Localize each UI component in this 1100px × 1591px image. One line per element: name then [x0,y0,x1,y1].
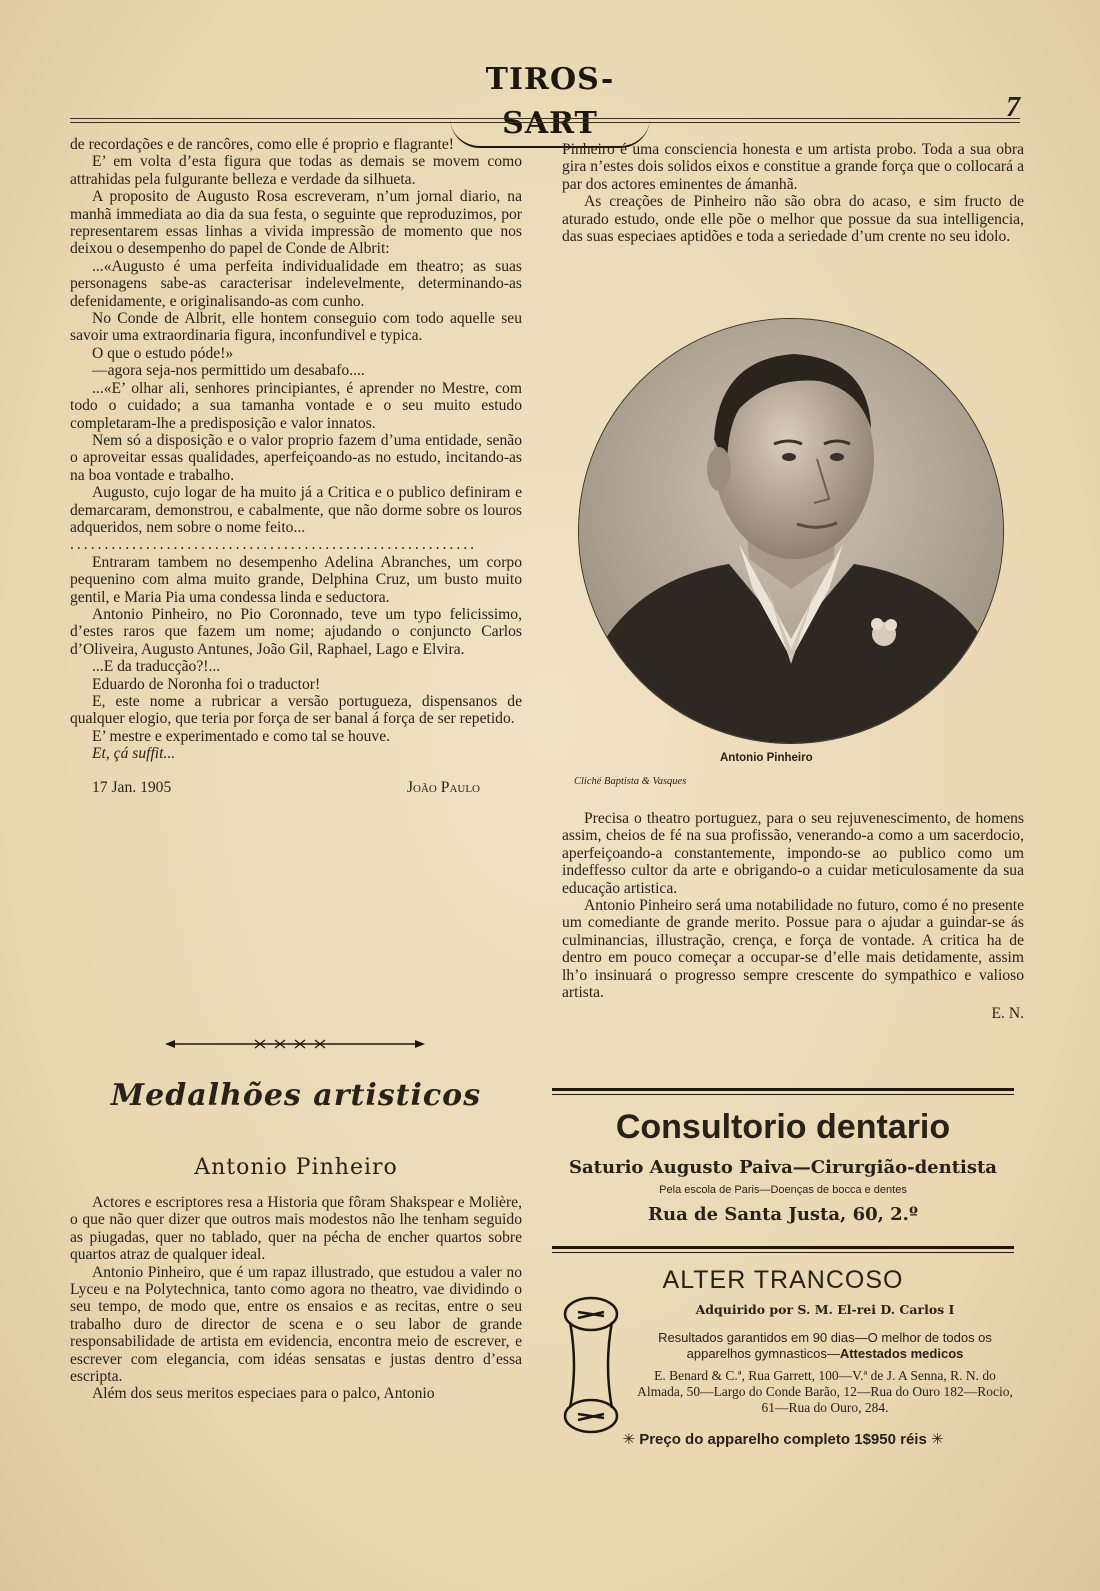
paragraph: Pinheiro é uma consciencia honesta e um artista probo. Toda a sua obra gira n’estes dois solidos eixos e constitue a grande força que o collocará a par dos actores eminentes de ámanhã. [562,141,1024,193]
ad-dentist-address: Rua de Santa Justa, 60, 2.º [648,1204,918,1225]
paragraph: Precisa o theatro portuguez, para o seu rejuvenescimento, de homens assim, cheios de fé na sua profissão, venerando-a como a um sacerdocio, aperfeiçoando-a constantemente, impondo-se ao publico como um indeffesso cultor da arte e obrigando-o a cuidar meticulosamente da sua educação artistica. [562,810,1024,897]
ad-dentist-name-line [552,1157,1014,1178]
portrait-photo [578,318,1004,744]
paragraph: Actores e escriptores resa a Historia que fôram Shakspear e Molière, o que não quer dizer que outros mais modestos não lhe tenham seguido as piugadas, quer no tablado, quer na pécha de encher quartos sobre quartos atraz de qualquer ideal. [70,1194,522,1264]
ad-rule-thin [552,1094,1014,1095]
paragraph: O que o estudo póde!» [92,344,234,362]
ad-alter-sellers: E. Benard & C.ª, Rua Garrett, 100—V.ª de J. A Senna, R. N. do Almada, 50—Largo do Conde Barão, 12—Rua do Ouro 182—Rocio, 61—Rua do Ouro, 284. [637,1368,1013,1415]
signature: E. N. [991,1005,1024,1023]
medalhoes-text [70,1194,522,1403]
asterisk-icon: ✳ [926,1431,944,1448]
paragraph: Entraram tambem no desempenho Adelina Abranches, um corpo pequenino com alma muito grande, Delphina Cruz, um busto muito gentil, e Maria Pia uma condessa linda e seductora. [70,553,522,606]
paragraph: Além dos seus meritos especiaes para o palco, Antonio [92,1385,435,1403]
paragraph: Et, çá suffit... [92,745,176,763]
article-date: 17 Jan. 1905 [92,778,172,796]
paragraph: E, este nome a rubricar a versão portugueza, dispensanos de qualquer elogio, que teria por força de ser banal á força de ser repetido. [70,693,522,728]
paragraph: —agora seja-nos permittido um desabafo.... [92,362,365,380]
quote-paragraph: ...«Augusto é uma perfeita individualidade em theatro; as suas personagens sabe-as caracterisar indelevelmente, determinando-as defenidamente, e originalisando-as com cunho. [70,257,522,310]
paragraph: As creações de Pinheiro não são obra do acaso, e sim fructo de aturado estudo, onde elle põe o melhor que possue da sua intelligencia, das suas especiaes aptidões e toda a seriedade d’um crente no seu idolo. [562,193,1024,246]
header-rule [70,118,1020,119]
paragraph: Antonio Pinheiro será uma notabilidade no futuro, como é no presente um comediante de grande merito. Possue para o ajudar a guindar-se ás culminancias, illustração, crença, e força de vontade. A critica ha de dentro em pouco começar a occupar-se d’elle mais detidamente, assim lh’o insinuará o progresso sempre crescente do sympathico e valioso artista. [562,897,1024,1002]
paragraph: No Conde de Albrit, elle hontem conseguio com todo aquelle seu savoir uma extraordinaria figura, inconfundivel e typica. [70,310,522,345]
ad-alter-attested: Attestados medicos [839,1346,964,1361]
photo-credit: Cliché Baptista & Vasques [574,776,687,787]
portrait-illustration [579,319,1003,743]
ad-alter-acquired: Adquirido por S. M. El-rei D. Carlos I [695,1302,955,1317]
paragraph: Nem só a disposição e o valor proprio fazem d’uma entidade, senão o aproveitar essas qualidades, aperfeiçoando-as no estudo, incitando-as na boa vontade e trabalho. [70,431,522,484]
paragraph: Antonio Pinheiro, que é um rapaz illustrado, que estudou a valer no Lyceu e na Polytechnica, tanto como agora no theatro, vae dividindo o seu tempo, de modo que, entre os ensaios e as recitas, entre o seu trabalho duro de director de scena e o seu labor de grande responsabilidade de artista em evidencia, encontra meio de escrever, e escrever com elegancia, com idéas sensatas e justas dentro d’essa escripta. [70,1263,522,1386]
page-number: 7 [1006,92,1020,123]
ad-alter-price-line [552,1430,1014,1448]
right-column-bottom [562,810,1024,1023]
ad-rule-thin [552,1252,1014,1253]
ad-rule [552,1246,1014,1249]
ad-dentist-role: —Cirurgião-dentista [792,1157,997,1178]
paragraph: Eduardo de Noronha foi o traductor! [92,675,321,693]
section-title: Medalhões artisticos [110,1078,482,1113]
masthead-logo: TIROS-SART [450,58,650,148]
paragraph: ...«E’ olhar ali, senhores principiantes, é aprender no Mestre, com todo o cuidado; a sua tamanha vontade e o seu muito estudo completaram-lhe a predisposição e valor innatos. [70,379,522,432]
ad-alter-results: Resultados garantidos em 90 dias—O melhor de todos os apparelhos gymnasticos— [658,1330,992,1361]
right-column-top [562,141,1024,245]
paragraph: E’ mestre e experimentado e como tal se houve. [92,727,391,745]
ad-dentist-name: Saturio Augusto Paiva [569,1157,793,1178]
paragraph: A proposito de Augusto Rosa escreveram, n’um jornal diario, na manhã immediata ao dia da sua festa, o seguinte que reproduzimos, por representarem essas linhas a vivida impressão de momento que nos deixou o desempenho do papel de Conde de Albrit: [70,188,522,258]
ad-dentist-school: Pela escola de Paris—Doenças de bocca e dentes [659,1184,907,1196]
article-signature [70,779,522,796]
left-column [70,136,522,796]
portrait-caption: Antonio Pinheiro [720,752,813,764]
article-author: João Paulo [406,778,480,796]
section-subtitle: Antonio Pinheiro [194,1155,398,1180]
masthead [450,58,650,141]
ad-rule [552,1088,1014,1091]
dumbbell-apparatus-illustration [558,1292,624,1438]
ad-dentist-title: Consultorio dentario [615,1108,951,1146]
paragraph: E’ em volta d’esta figura que todas as demais se movem como attrahidas pela fulgurante belleza e verdade da silhueta. [70,153,522,188]
ad-alter-price: Preço do apparelho completo 1$950 réis [639,1431,927,1448]
asterisk-icon: ✳ [622,1431,640,1448]
ornament-divider [165,1038,425,1050]
header-rule-thin [70,122,1020,123]
paragraph: Antonio Pinheiro, no Pio Coronnado, teve um typo felicissimo, d’estes raros que fazem um nome; ajudando o conjuncto Carlos d’Oliveira, Augusto Antunes, João Gil, Raphael, Lago e Elvira. [70,605,522,658]
paragraph: de recordações e de rancôres, como elle é proprio e flagrante! [70,136,455,153]
paragraph: Augusto, cujo logar de ha muito já a Critica e o publico definiram e demarcaram, demonstrou, e cabalmente, que não dorme sobre os louros adqueridos, nem sobre o nome feito... [70,484,522,536]
dotted-separator: ........................................................... [70,536,478,554]
ad-alter-results-block [636,1330,1014,1362]
ad-alter-title: ALTER TRANCOSO [662,1266,904,1294]
paragraph: ...E da traducção?!... [92,658,221,676]
